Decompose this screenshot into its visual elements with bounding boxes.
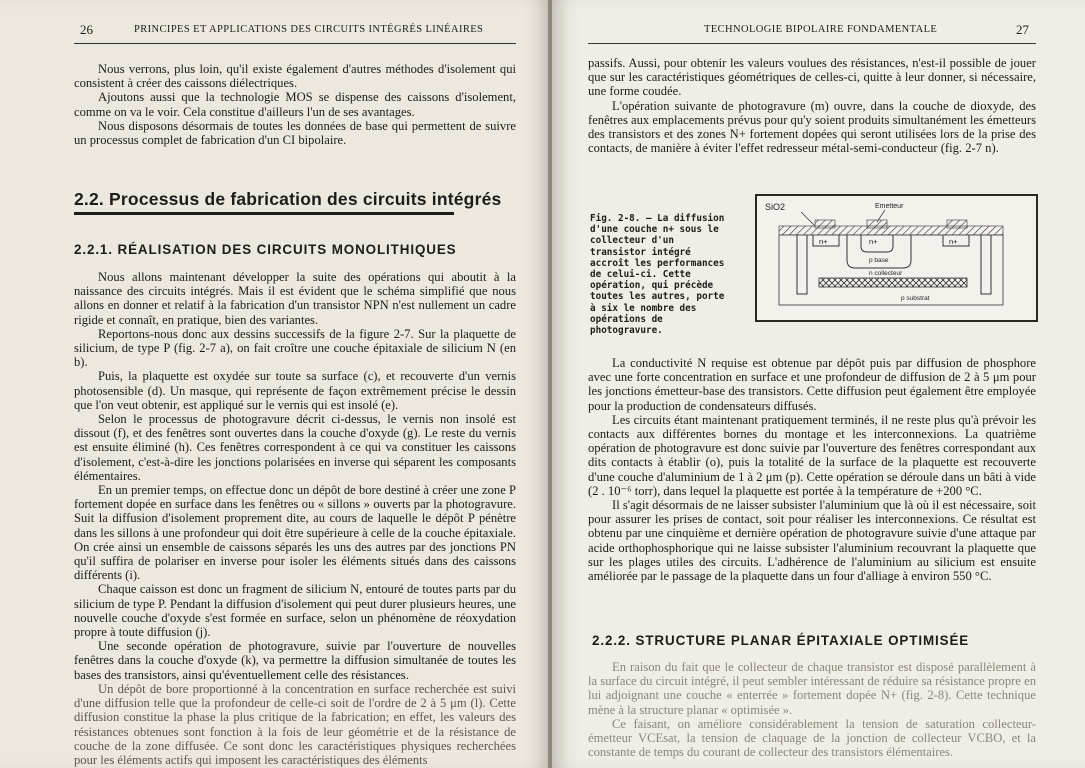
n-plus-label-right: n+ [949, 237, 958, 246]
running-head: PRINCIPES ET APPLICATIONS DES CIRCUITS INTÉGRÉS LINÉAIRES [134, 24, 484, 35]
top-text [588, 56, 1036, 155]
paragraph: L'opération suivante de photogravure (m) ouvre, dans la couche de dioxyde, des fenêtres aux emplacements prévus pour qu'y soient produits simultanément les émetteurs des transistors et des zones N+ fortement dopées qui seront utilisées lors de la prise des contacts, de manière à éviter l'effet redresseur métal-semi-conducteur (fig. 2-7 n). [588, 98, 1036, 156]
paragraph: La conductivité N requise est obtenue par dépôt puis par diffusion de phosphore avec une forte concentration en surface et une profondeur de diffusion de 2 à 5 μm pour les jonctions émetteur-base des transistors. Cette diffusion peut également être employée pour la production de condensateurs diffusés. [588, 356, 1036, 413]
paragraph: Une seconde opération de photogravure, suivie par l'ouverture de nouvelles fenêtres dans la couche d'oxyde (k), va permettre la diffusion simultanée de toutes les bases des transistors, ainsi qu'éventuellement celle des résistances. [74, 639, 516, 682]
paragraph: Selon le processus de photogravure décrit ci-dessus, le vernis non insolé est dissout (f), et des fenêtres sont ouvertes dans la couche d'oxyde (g). Le reste du vernis est ensuite éliminé (h). Ces fenêtres correspondent à ce qui va constituer les caissons d'isolement, c'est-à-dire les jonctions polarisées en inverse qui séparent les composants élémentaires. [74, 412, 516, 483]
paragraph: Il s'agit désormais de ne laisser subsister l'aluminium que là où il est nécessaire, soit pour assurer les prises de contact, soit pour réaliser les interconnexions. Ce résultat est obtenu par une cinquième et dernière opération de photogravure suivie d'une attaque par acide orthophosphorique qui ne laisse subsister l'aluminium recouvrant la plaquette que sur les plages utiles des circuits. L'adhérence de l'aluminium au silicium est ensuite améliorée par le passage de la plaquette dans un four d'alliage à environ 550 °C. [588, 498, 1036, 584]
section-title: 2.2. Processus de fabrication des circuits intégrés [74, 189, 502, 209]
paragraph: passifs. Aussi, pour obtenir les valeurs voulues des résistances, n'est-il possible de jouer que sur les caractéristiques géométriques de celles-ci, quitte à leur donner, si nécessaire, une forme coudée. [588, 56, 1036, 99]
n-plus-label-center: n+ [869, 237, 878, 246]
n-plus-label-left: n+ [819, 237, 828, 246]
sio2-label: SiO2 [765, 202, 786, 212]
paragraph: Reportons-nous donc aux dessins successifs de la figure 2-7. Sur la plaquette de silicium, de type P (fig. 2-7 a), on fait croître une couche épitaxiale de silicium N (en b). [74, 326, 516, 370]
paragraph: Nous disposons désormais de toutes les données de base qui permettent de suivre un processus complet de fabrication d'un CI bipolaire. [74, 118, 516, 148]
transistor-cross-section-diagram [757, 196, 1036, 320]
p-substrat-label: p substrat [901, 295, 930, 302]
paragraph: Ce faisant, on améliore considérablement la tension de saturation collecteur-émetteur VCEsat, la tension de claquage de la jonction de collecteur VCBO, et la constante de temps du courant de collecteur des transistors élémentaires. [588, 716, 1036, 760]
paragraph: En raison du fait que le collecteur de chaque transistor est disposé parallèlement à la surface du circuit intégré, il peut sembler intéressant de réduire sa résistance propre en lui adjoignant une couche « enterrée » fortement dopée N+ (fig. 2-8). Cette technique mène à la structure planar « optimisée ». [588, 660, 1036, 717]
subsection-title: 2.2.1. RÉALISATION DES CIRCUITS MONOLITHIQUES [74, 242, 457, 257]
running-head: TECHNOLOGIE BIPOLAIRE FONDAMENTALE [704, 24, 938, 35]
emetteur-label: Emetteur [875, 203, 904, 210]
section-rule [74, 212, 454, 215]
n-collecteur-label: n collecteur [869, 270, 903, 277]
final-text [588, 660, 1036, 759]
intro-text [74, 62, 516, 147]
oxide-layer [779, 226, 1003, 235]
paragraph: Les circuits étant maintenant pratiquement terminés, il ne reste plus qu'à prévoir les contacts aux différentes bornes du montage et les interconnexions. La quatrième opération de photogravure est donc suivie par l'ouverture des fenêtres correspondant aux dits contacts à établir (o), puis la totalité de la surface de la plaquette est recouverte d'une couche d'aluminium de 1 à 2 μm (p). Cette opération se déroule dans un bâti à vide (2 . 10⁻⁶ torr), dans lequel la plaquette est portée à la température de +200 °C. [588, 412, 1036, 498]
body-text [74, 270, 516, 767]
paragraph: Un dépôt de bore proportionné à la concentration en surface recherchée est suivi d'une diffusion telle que la profondeur de celle-ci soit de l'ordre de 2 à 5 μm (l). Cette diffusion constitue la phase la plus critique de la fabrication; en effet, les valeurs des résistances obtenues sont fonction à la fois de leur géométrie et de la résistance de couche de la zone diffusée. Ce sont donc les caractéristiques physiques recherchées pour les éléments actifs qui imposent les caractéristiques des éléments [74, 681, 516, 767]
paragraph: Nous verrons, plus loin, qu'il existe également d'autres méthodes d'isolement qui consistent à créer des caissons diélectriques. [74, 62, 516, 91]
middle-text [588, 356, 1036, 583]
header-rule [74, 43, 516, 44]
paragraph: Puis, la plaquette est oxydée sur toute sa surface (c), et recouverte d'un vernis photosensible (d). Un masque, qui représente de façon extrêmement précise le dessin que l'on veut obtenir, est appliqué sur le vernis qui est insolé (e). [74, 369, 516, 412]
right-page [552, 0, 1085, 768]
paragraph: Chaque caisson est donc un fragment de silicium N, entouré de toutes parts par du silicium de type P. Pendant la diffusion d'isolement qui peut durer plusieurs heures, une nouvelle couche d'oxyde s'est formée en surface, selon un phénomène de réoxydation propre à toute diffusion (j). [74, 582, 516, 640]
figure-caption: Fig. 2-8. — La diffusion d'une couche n+ sous le collecteur d'un transistor intégré accroît les performances de celui-ci. Cette opération, qui précède toutes les autres, porte à six le nombre des opérations de photogravure. [590, 213, 725, 337]
paragraph: Nous allons maintenant développer la suite des opérations qui aboutit à la naissance des circuits intégrés. Mais il est évident que le schéma simplifié que nous allons en donner et relatif à la fabrication d'un transistor NPN n'est nullement un cadre rigide et connaît, en pratique, bien des variantes. [74, 270, 516, 327]
header-rule [588, 43, 1036, 44]
page-number: 27 [1016, 22, 1029, 37]
subsection-title: 2.2.2. STRUCTURE PLANAR ÉPITAXIALE OPTIMISÉE [592, 633, 970, 648]
page-number: 26 [80, 22, 93, 37]
figure-2-8 [755, 194, 1038, 322]
paragraph: En un premier temps, on effectue donc un dépôt de bore destiné à créer une zone P fortement dopée en surface dans les fenêtres ou « sillons » ouverts par la photogravure. Suit la diffusion d'isolement proprement dite, au cours de laquelle le dépôt P pénètre dans les sillons à une profondeur qui doit être supérieure à celle de la couche épitaxiale. On crée ainsi un ensemble de caissons séparés les uns des autres par des jonctions PN qu'il suffira de polariser en inverse pour isoler les éléments situés dans des caissons différents (i). [74, 483, 517, 583]
paragraph: Ajoutons aussi que la technologie MOS se dispense des caissons d'isolement, comme on va le voir. Cela constitue d'ailleurs l'un de ses avantages. [74, 90, 516, 119]
buried-n-plus-layer [819, 278, 967, 287]
p-base-label: p base [869, 257, 889, 264]
